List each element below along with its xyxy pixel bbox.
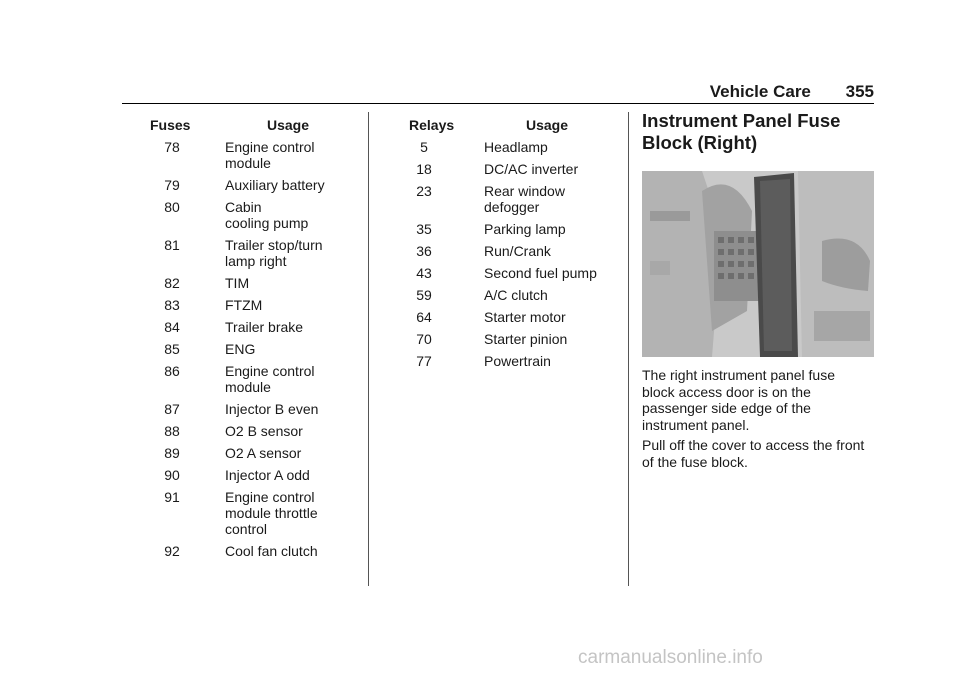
column-divider	[368, 112, 369, 586]
number-cell: 83	[164, 297, 180, 313]
usage-cell	[225, 297, 355, 313]
number-cell: 82	[164, 275, 180, 291]
number-cell: 43	[416, 265, 432, 281]
table-row	[122, 341, 362, 357]
usage-cell	[225, 445, 355, 461]
number-cell: 77	[416, 353, 432, 369]
fuses-rows	[122, 139, 362, 559]
usage-cell	[225, 275, 355, 291]
usage-line: Trailer stop/turn	[225, 237, 323, 253]
table-row	[380, 183, 620, 215]
table-row	[380, 287, 620, 303]
usage-column-header: Usage	[526, 117, 569, 133]
fuse-block-door-photo	[642, 171, 874, 357]
number-cell: 70	[416, 331, 432, 347]
number-cell: 35	[416, 221, 432, 237]
table-row	[122, 199, 362, 231]
table-row	[122, 445, 362, 461]
usage-line: A/C clutch	[484, 287, 548, 303]
watermark: carmanualsonline.info	[578, 647, 763, 668]
usage-line: TIM	[225, 275, 250, 291]
usage-cell	[225, 199, 355, 231]
usage-line: Run/Crank	[484, 243, 551, 259]
table-header	[380, 117, 620, 133]
usage-cell	[225, 401, 355, 417]
table-row	[122, 489, 362, 537]
number-cell: 79	[164, 177, 180, 193]
usage-line: DC/AC inverter	[484, 161, 579, 177]
number-cell: 78	[164, 139, 180, 155]
usage-line: Trailer brake	[225, 319, 304, 335]
number-cell: 64	[416, 309, 432, 325]
usage-cell	[225, 237, 355, 269]
page-number: 355	[845, 82, 874, 101]
number-cell: 88	[164, 423, 180, 439]
number-cell: 5	[420, 139, 428, 155]
usage-line: module throttle	[225, 505, 318, 521]
number-cell: 80	[164, 199, 180, 215]
usage-line: lamp right	[225, 253, 287, 269]
text-line: The right instrument panel fuse	[642, 367, 835, 383]
usage-line: Injector A odd	[225, 467, 310, 483]
number-cell: 23	[416, 183, 432, 199]
usage-line: FTZM	[225, 297, 263, 313]
table-row	[122, 423, 362, 439]
usage-cell	[484, 287, 614, 303]
usage-line: ENG	[225, 341, 256, 357]
usage-line: cooling pump	[225, 215, 309, 231]
heading-line: Instrument Panel Fuse	[642, 110, 841, 131]
usage-cell	[225, 543, 355, 559]
usage-line: Headlamp	[484, 139, 548, 155]
description-paragraph	[642, 367, 874, 433]
usage-line: Second fuel pump	[484, 265, 597, 281]
table-row	[122, 139, 362, 171]
usage-line: control	[225, 521, 268, 537]
column-divider	[628, 112, 629, 586]
usage-line: O2 A sensor	[225, 445, 302, 461]
usage-cell	[484, 265, 614, 281]
number-cell: 81	[164, 237, 180, 253]
table-row	[122, 177, 362, 193]
usage-cell	[484, 331, 614, 347]
usage-cell	[225, 177, 355, 193]
usage-line: Starter motor	[484, 309, 566, 325]
number-cell: 85	[164, 341, 180, 357]
table-row	[122, 275, 362, 291]
header-rule	[122, 103, 874, 104]
table-row	[122, 319, 362, 335]
number-cell: 84	[164, 319, 180, 335]
number-cell: 18	[416, 161, 432, 177]
usage-cell	[225, 341, 355, 357]
usage-line: Engine control	[225, 139, 315, 155]
usage-line: Cool fan clutch	[225, 543, 318, 559]
table-row	[122, 237, 362, 269]
usage-cell	[225, 467, 355, 483]
table-row	[380, 139, 620, 155]
text-line: instrument panel.	[642, 416, 750, 433]
section-title: Vehicle Care	[709, 82, 811, 101]
table-row	[380, 221, 620, 237]
table-row	[380, 309, 620, 325]
relays-column-header: Relays	[409, 117, 455, 133]
usage-line: module	[225, 379, 271, 395]
usage-cell	[484, 243, 614, 259]
number-cell: 87	[164, 401, 180, 417]
table-header	[122, 117, 362, 133]
table-row	[122, 297, 362, 313]
usage-cell	[484, 183, 614, 215]
usage-line: Cabin	[225, 199, 262, 215]
relays-rows	[380, 139, 620, 369]
usage-line: Powertrain	[484, 353, 551, 369]
number-cell: 92	[164, 543, 180, 559]
usage-line: Parking lamp	[484, 221, 566, 237]
fuses-column-header: Fuses	[150, 117, 191, 133]
heading-line: Block (Right)	[642, 132, 758, 153]
usage-cell	[225, 423, 355, 439]
usage-cell	[484, 221, 614, 237]
text-line: block access door is on the	[642, 383, 811, 400]
usage-cell	[484, 139, 614, 155]
text-line: passenger side edge of the	[642, 400, 811, 416]
usage-line: Starter pinion	[484, 331, 568, 347]
usage-cell	[225, 319, 355, 335]
usage-line: module	[225, 155, 271, 171]
number-cell: 59	[416, 287, 432, 303]
usage-line: O2 B sensor	[225, 423, 303, 439]
usage-cell	[484, 161, 614, 177]
number-cell: 36	[416, 243, 432, 259]
table-row	[122, 363, 362, 395]
number-cell: 90	[164, 467, 180, 483]
text-line: Pull off the cover to access the front	[642, 437, 865, 453]
usage-line: Rear window	[484, 183, 565, 199]
table-row	[380, 265, 620, 281]
usage-cell	[225, 139, 355, 171]
table-row	[380, 243, 620, 259]
fuses-table	[122, 117, 362, 565]
relays-table	[380, 117, 620, 375]
usage-cell	[484, 353, 614, 369]
number-cell: 91	[164, 489, 180, 505]
table-row	[122, 401, 362, 417]
number-cell: 89	[164, 445, 180, 461]
usage-cell	[225, 363, 355, 395]
table-row	[122, 467, 362, 483]
usage-line: Auxiliary battery	[225, 177, 325, 193]
instruction-paragraph	[642, 437, 874, 470]
usage-line: Injector B even	[225, 401, 319, 417]
table-row	[380, 331, 620, 347]
usage-column-header: Usage	[267, 117, 310, 133]
page-header	[710, 82, 874, 102]
text-line: of the fuse block.	[642, 453, 748, 470]
usage-cell	[484, 309, 614, 325]
usage-line: defogger	[484, 199, 540, 215]
usage-cell	[225, 489, 355, 537]
usage-line: Engine control	[225, 489, 315, 505]
table-row	[380, 161, 620, 177]
number-cell: 86	[164, 363, 180, 379]
usage-line: Engine control	[225, 363, 315, 379]
table-row	[380, 353, 620, 369]
table-row	[122, 543, 362, 559]
section-heading	[642, 110, 874, 154]
